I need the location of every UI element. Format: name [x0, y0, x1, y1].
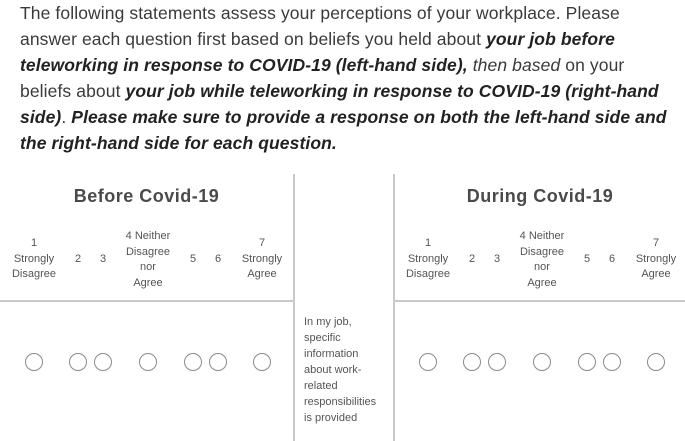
- left-scale-2: 2: [74, 253, 82, 265]
- right-scale-1: 1 Strongly Disagree: [405, 237, 451, 280]
- before-covid-header: Before Covid-19: [73, 186, 220, 206]
- instructions-emphasis-both: Please make sure to provide a response on both the left-hand side and the right-hand side for each question.: [20, 107, 667, 153]
- instructions-emphasis-during: your job while teleworking in response to COVID-19 (right-hand side): [20, 81, 659, 127]
- row-divider-left: [0, 300, 293, 302]
- during-radio-7[interactable]: [647, 353, 665, 371]
- left-scale-6: 6: [214, 253, 222, 265]
- right-scale-4: 4 Neither Disagree nor Agree: [519, 230, 565, 289]
- right-scale-2: 2: [468, 253, 476, 265]
- divider-left: [293, 174, 295, 441]
- instructions-emphasis-before: your job before teleworking in response to COVID-19 (left-hand side),: [20, 29, 615, 75]
- during-radio-4[interactable]: [533, 353, 551, 371]
- survey-instructions: [20, 0, 680, 156]
- before-radio-7[interactable]: [253, 353, 271, 371]
- before-radio-1[interactable]: [25, 353, 43, 371]
- right-scale-7: 7 Strongly Agree: [635, 237, 677, 280]
- likert-matrix: [0, 174, 685, 441]
- left-scale-3: 3: [99, 253, 107, 265]
- left-scale-5: 5: [189, 253, 197, 265]
- before-radio-6[interactable]: [209, 353, 227, 371]
- instructions-text-2: on your beliefs about: [20, 55, 625, 101]
- right-scale-3: 3: [493, 253, 501, 265]
- left-scale-1: 1 Strongly Disagree: [11, 237, 57, 280]
- during-radio-6[interactable]: [603, 353, 621, 371]
- row-divider-right: [395, 300, 685, 302]
- before-radio-3[interactable]: [94, 353, 112, 371]
- right-scale-6: 6: [608, 253, 616, 265]
- before-radio-2[interactable]: [69, 353, 87, 371]
- instructions-text-1: The following statements assess your perceptions of your workplace. Please answer each question first based on beliefs you held about: [20, 3, 620, 49]
- instructions-italic-then: then based: [472, 55, 561, 75]
- during-radio-2[interactable]: [463, 353, 481, 371]
- right-scale-5: 5: [583, 253, 591, 265]
- before-radio-4[interactable]: [139, 353, 157, 371]
- during-radio-1[interactable]: [419, 353, 437, 371]
- question-text: In my job, specific information about work-related responsibilities is provided: [304, 316, 377, 424]
- during-radio-3[interactable]: [488, 353, 506, 371]
- left-scale-7: 7 Strongly Agree: [241, 237, 283, 280]
- during-radio-5[interactable]: [578, 353, 596, 371]
- instructions-text-3: .: [61, 107, 72, 127]
- left-scale-4: 4 Neither Disagree nor Agree: [125, 230, 171, 289]
- divider-right: [393, 174, 395, 441]
- during-covid-header: During Covid-19: [466, 186, 614, 206]
- before-radio-5[interactable]: [184, 353, 202, 371]
